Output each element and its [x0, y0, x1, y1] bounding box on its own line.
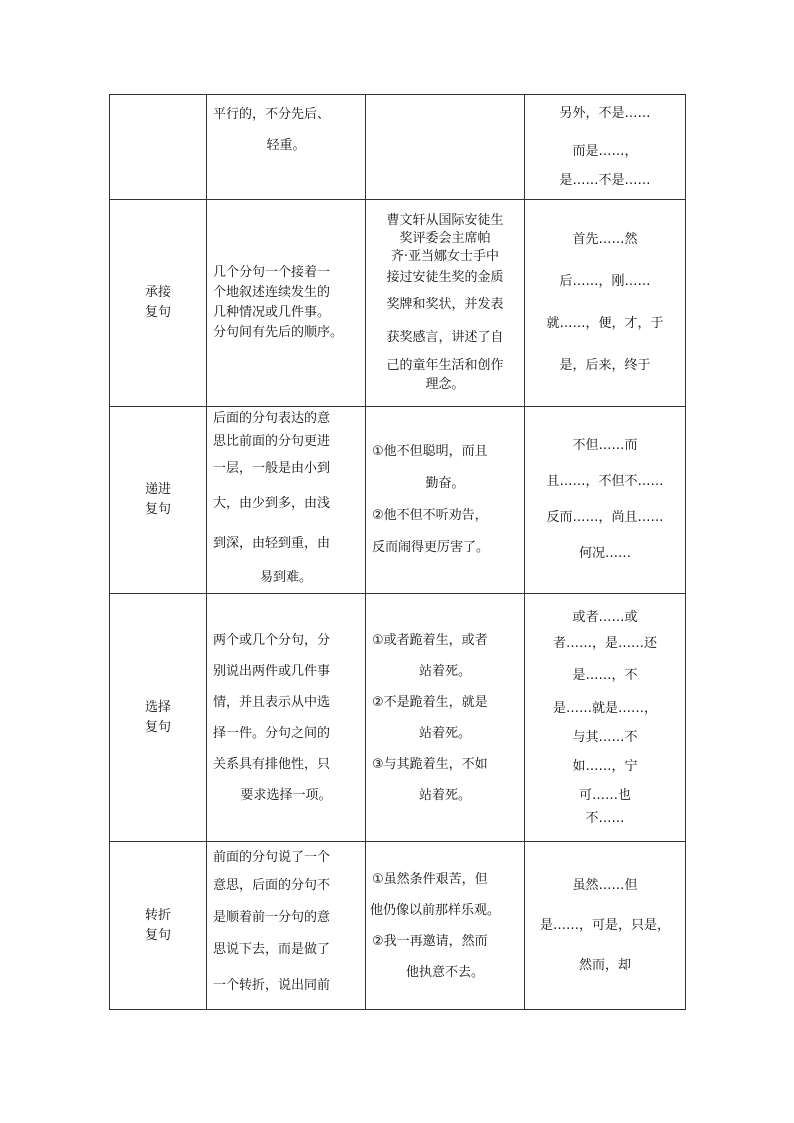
definition-line: 要求选择一项。: [240, 787, 332, 803]
definition-line: 前面的分句说了一个: [213, 849, 331, 865]
connective-line: 是……就是……，: [552, 701, 657, 716]
definition-line: 择一件。分句之间的: [213, 725, 331, 741]
type-name-line: 选择: [144, 699, 171, 715]
example-line: 奖牌和奖状，并发表: [386, 297, 504, 312]
definition-line: 几个分句一个接着一: [213, 265, 331, 280]
example-line: 他仍像以前那样乐观。: [370, 902, 501, 918]
type-name-line: 复句: [144, 719, 171, 735]
example-line: ①虽然条件艰苦，但: [372, 871, 488, 887]
definition-line: 关系具有排他性，只: [213, 756, 331, 772]
definition-cell: [207, 95, 366, 200]
example-line: 获奖感言，讲述了自: [386, 330, 504, 345]
connective-line: 是……，可是，只是，: [539, 917, 670, 933]
definition-line: 平行的，不分先后、: [213, 107, 331, 122]
connective-line: 不但……而: [572, 438, 638, 453]
example-line: 己的童年生活和创作: [386, 358, 504, 373]
type-name-cell: [110, 842, 207, 1010]
example-line: 勤奋。: [425, 476, 465, 491]
connective-line: 与其……不: [572, 730, 638, 745]
table-row: [110, 200, 686, 407]
example-line: ③与其跪着生，不如: [372, 756, 488, 772]
definition-line: 几种情况或几件事。: [213, 305, 331, 320]
definition-line: 大，由少到多，由浅: [213, 496, 331, 511]
example-line: ②他不但不听劝告，: [372, 508, 488, 523]
definition-line: 思比前面的分句更进: [213, 434, 331, 449]
connective-line: 是……不是……: [559, 173, 651, 188]
type-name-line: 复句: [144, 502, 171, 517]
table-row: [110, 407, 686, 594]
definition-line: 后面的分句表达的意: [213, 411, 331, 426]
table-row: [110, 842, 686, 1010]
connective-line: 何况……: [578, 546, 631, 561]
definition-line: 到深，由轻到重，由: [213, 536, 331, 551]
connective-line: 如……，宁: [572, 759, 638, 774]
connective-line: 就……，便，才，于: [546, 316, 664, 331]
type-name-cell: [110, 594, 207, 842]
compound-sentence-table: [109, 94, 686, 1010]
definition-cell: [207, 200, 366, 407]
connective-line: 首先……然: [572, 232, 638, 247]
type-name-line: 承接: [144, 285, 171, 300]
definition-line: 一个转折，说出同前: [213, 977, 331, 993]
definition-cell: [207, 842, 366, 1010]
definition-line: 个地叙述连续发生的: [213, 285, 331, 300]
type-name-line: 转折: [144, 907, 171, 923]
connective-line: 然而，却: [578, 957, 631, 973]
example-line: 反而闹得更厉害了。: [372, 540, 490, 555]
example-cell: [366, 594, 525, 842]
definition-line: 分句间有先后的顺序。: [213, 325, 344, 340]
example-line: ②不是跪着生，就是: [372, 694, 488, 710]
example-cell: [366, 95, 525, 200]
connective-line: 是……，不: [572, 668, 638, 683]
definition-line: 别说出两件或几件事: [213, 663, 331, 679]
type-name-line: 递进: [144, 482, 171, 497]
connective-line: 可……也: [578, 788, 631, 803]
connective-line: 且……，不但不……: [546, 474, 664, 489]
definition-line: 思说下去，而是做了: [213, 941, 331, 957]
type-name-line: 复句: [144, 927, 171, 943]
example-line: 曹文轩从国际安徒生: [386, 213, 504, 228]
connective-line: 虽然……但: [572, 877, 638, 893]
definition-cell: [207, 594, 366, 842]
type-name-cell: [110, 95, 207, 200]
connective-words-cell: [525, 200, 686, 407]
example-line: 奖评委会主席帕: [399, 231, 491, 246]
type-name-cell: [110, 407, 207, 594]
connective-words-cell: [525, 407, 686, 594]
type-name-cell: [110, 200, 207, 407]
table-row: [110, 594, 686, 842]
connective-line: 不……: [585, 811, 625, 826]
example-line: ②我一再邀请，然而: [372, 933, 488, 949]
definition-line: 情，并且表示从中选: [213, 694, 331, 710]
definition-line: 是顺着前一分句的意: [213, 909, 331, 925]
example-line: 站着死。: [418, 787, 471, 803]
connective-line: 后……，刚……: [559, 274, 651, 289]
connective-line: 而是……，: [572, 144, 638, 159]
example-line: 站着死。: [418, 725, 471, 741]
connective-words-cell: [525, 95, 686, 200]
connective-line: 另外，不是……: [559, 106, 651, 121]
table-row: [110, 95, 686, 200]
definition-line: 两个或几个分句，分: [213, 632, 331, 648]
example-line: ①他不但聪明，而且: [372, 444, 488, 459]
example-cell: [366, 842, 525, 1010]
example-line: 站着死。: [418, 663, 471, 679]
type-name-line: 复句: [144, 305, 171, 320]
connective-line: 或者……或: [572, 610, 638, 625]
connective-line: 者……，是……还: [552, 636, 657, 651]
definition-line: 轻重。: [266, 138, 306, 153]
definition-line: 易到难。: [259, 570, 312, 585]
example-line: 齐·亚当娜女士手中: [390, 249, 500, 264]
example-line: 他执意不去。: [405, 964, 484, 980]
example-line: 接过安徒生奖的金质: [386, 270, 504, 285]
definition-line: 意思，后面的分句不: [213, 877, 331, 893]
connective-words-cell: [525, 594, 686, 842]
connective-words-cell: [525, 842, 686, 1010]
example-cell: [366, 200, 525, 407]
connective-line: 是，后来，终于: [559, 358, 651, 373]
example-cell: [366, 407, 525, 594]
example-line: 理念。: [425, 377, 465, 392]
connective-line: 反而……，尚且……: [546, 510, 664, 525]
definition-cell: [207, 407, 366, 594]
definition-line: 一层，一般是由小到: [213, 461, 331, 476]
example-line: ①或者跪着生，或者: [372, 632, 488, 648]
